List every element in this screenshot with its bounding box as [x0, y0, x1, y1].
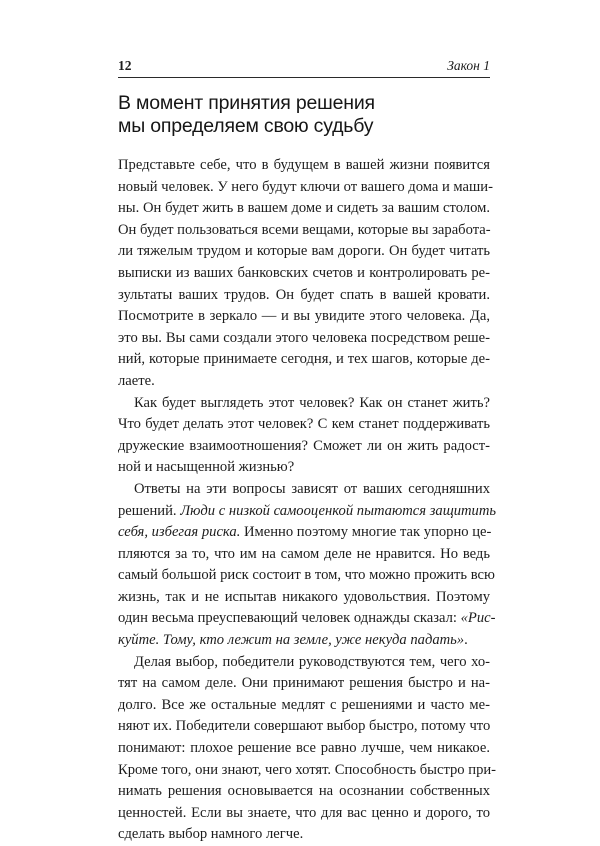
text-line: [118, 177, 493, 199]
text-line: [118, 501, 497, 523]
italic-text: Люди с низкой самооценкой пытаются защитить: [180, 502, 497, 519]
page-number: 12: [118, 58, 132, 73]
text-run: .: [464, 632, 468, 649]
text-run: выписки из ваших банковских счетов и контролировать ре-: [118, 264, 490, 281]
text-run: зультаты ваших трудов. Он будет спать в вашей кровати.: [118, 286, 490, 303]
text-run: Представьте себе, что в будущем в вашей жизни появится: [118, 157, 490, 173]
text-run: новый человек. У него будут ключи от вашего дома и маши-: [118, 178, 493, 195]
text-run: самый большой риск состоит в том, что можно прожить всю: [118, 567, 495, 584]
body-text: [118, 155, 497, 846]
text-line: [118, 220, 490, 242]
text-line: [118, 673, 490, 695]
text-run: лаете.: [118, 372, 155, 389]
text-run: ной и насыщенной жизнью?: [118, 459, 295, 476]
text-line: [118, 198, 490, 220]
section-title-line: В момент принятия решения: [118, 92, 375, 114]
text-line: [118, 522, 490, 544]
text-line: [118, 414, 490, 436]
text-run: ценностей. Если вы знаете, что для вас ценно и дорого, то: [118, 804, 490, 821]
text-run: дружеские взаимоотношения? Сможет ли он жить радост-: [118, 437, 490, 454]
italic-text: «Рис-: [460, 610, 496, 627]
body-paragraph: [118, 479, 497, 652]
text-run: один весьма преуспевающий человек однажды сказал:: [118, 610, 461, 627]
text-line: [118, 781, 490, 803]
text-line: [118, 587, 490, 609]
book-page: [118, 56, 497, 846]
text-line: [118, 544, 490, 566]
text-line: [118, 263, 490, 285]
text-line: [118, 436, 490, 458]
text-run: ли тяжелым трудом и которые вам дороги. Он будет читать: [118, 243, 490, 260]
text-run: няют их. Победители совершают выбор быстро, потому что: [118, 718, 491, 735]
section-title: [118, 92, 490, 138]
text-run: Именно поэтому многие так упорно це-: [240, 524, 492, 541]
text-line: [118, 306, 490, 328]
text-line: [118, 738, 490, 760]
text-line: [118, 695, 490, 717]
text-run: пляются за то, что им на самом деле не нравится. Но ведь: [118, 545, 490, 562]
text-line: [118, 393, 490, 415]
text-line: [118, 652, 490, 674]
text-run: ний, которые принимаете сегодня, и тех шагов, которые де-: [118, 351, 490, 368]
text-line: [118, 824, 490, 846]
text-line: [118, 328, 490, 350]
italic-text: куйте. Тому, кто лежит на земле, уже некуда падать»: [118, 632, 465, 649]
text-line: [118, 155, 490, 177]
text-run: это вы. Вы сами создали этого человека посредством реше-: [118, 329, 490, 346]
text-run: Что будет делать этот человек? С кем станет поддерживать: [118, 416, 490, 433]
text-line: [118, 241, 490, 263]
text-line: [118, 760, 497, 782]
body-paragraph: [118, 652, 497, 846]
section-title-line: мы определяем свою судьбу: [118, 115, 374, 137]
header-rule: [118, 77, 490, 78]
text-line: [118, 716, 490, 738]
body-paragraph: [118, 393, 490, 479]
text-run: сделать выбор намного легче.: [118, 826, 304, 843]
italic-text: себя, избегая риска.: [118, 524, 241, 541]
text-line: [118, 630, 490, 652]
text-line: [118, 285, 490, 307]
text-run: Ответы на эти вопросы зависят от ваших сегодняшних: [134, 480, 490, 497]
text-line: [118, 565, 495, 587]
text-line: [118, 371, 490, 393]
text-run: Посмотрите в зеркало — и вы увидите этого человека. Да,: [118, 308, 490, 325]
text-line: [118, 608, 496, 630]
text-line: [118, 349, 490, 371]
running-head: [118, 56, 490, 76]
text-run: ны. Он будет жить в вашем доме и сидеть за вашим столом.: [118, 200, 490, 217]
text-run: нимать решения основывается на осознании собственных: [118, 783, 490, 800]
text-run: решений.: [118, 502, 181, 519]
text-line: [118, 803, 490, 825]
text-line: [118, 457, 490, 479]
text-run: Как будет выглядеть этот человек? Как он станет жить?: [134, 394, 490, 411]
text-run: Делая выбор, победители руководствуются тем, чего хо-: [134, 653, 490, 670]
text-run: долго. Все же остальные медлят с решениями и часто ме-: [118, 696, 490, 713]
text-line: [118, 479, 490, 501]
text-run: жизнь, так и не испытав никакого удовольствия. Поэтому: [118, 588, 490, 605]
text-run: Он будет пользоваться всеми вещами, которые вы заработа-: [118, 221, 491, 238]
text-run: тят на самом деле. Они принимают решения быстро и на-: [118, 675, 490, 692]
text-run: Кроме того, они знают, чего хотят. Способность быстро при-: [118, 761, 497, 778]
chapter-reference: Закон 1: [447, 58, 490, 73]
body-paragraph: [118, 155, 493, 393]
text-run: понимают: плохое решение все равно лучше, чем никакое.: [118, 740, 490, 757]
